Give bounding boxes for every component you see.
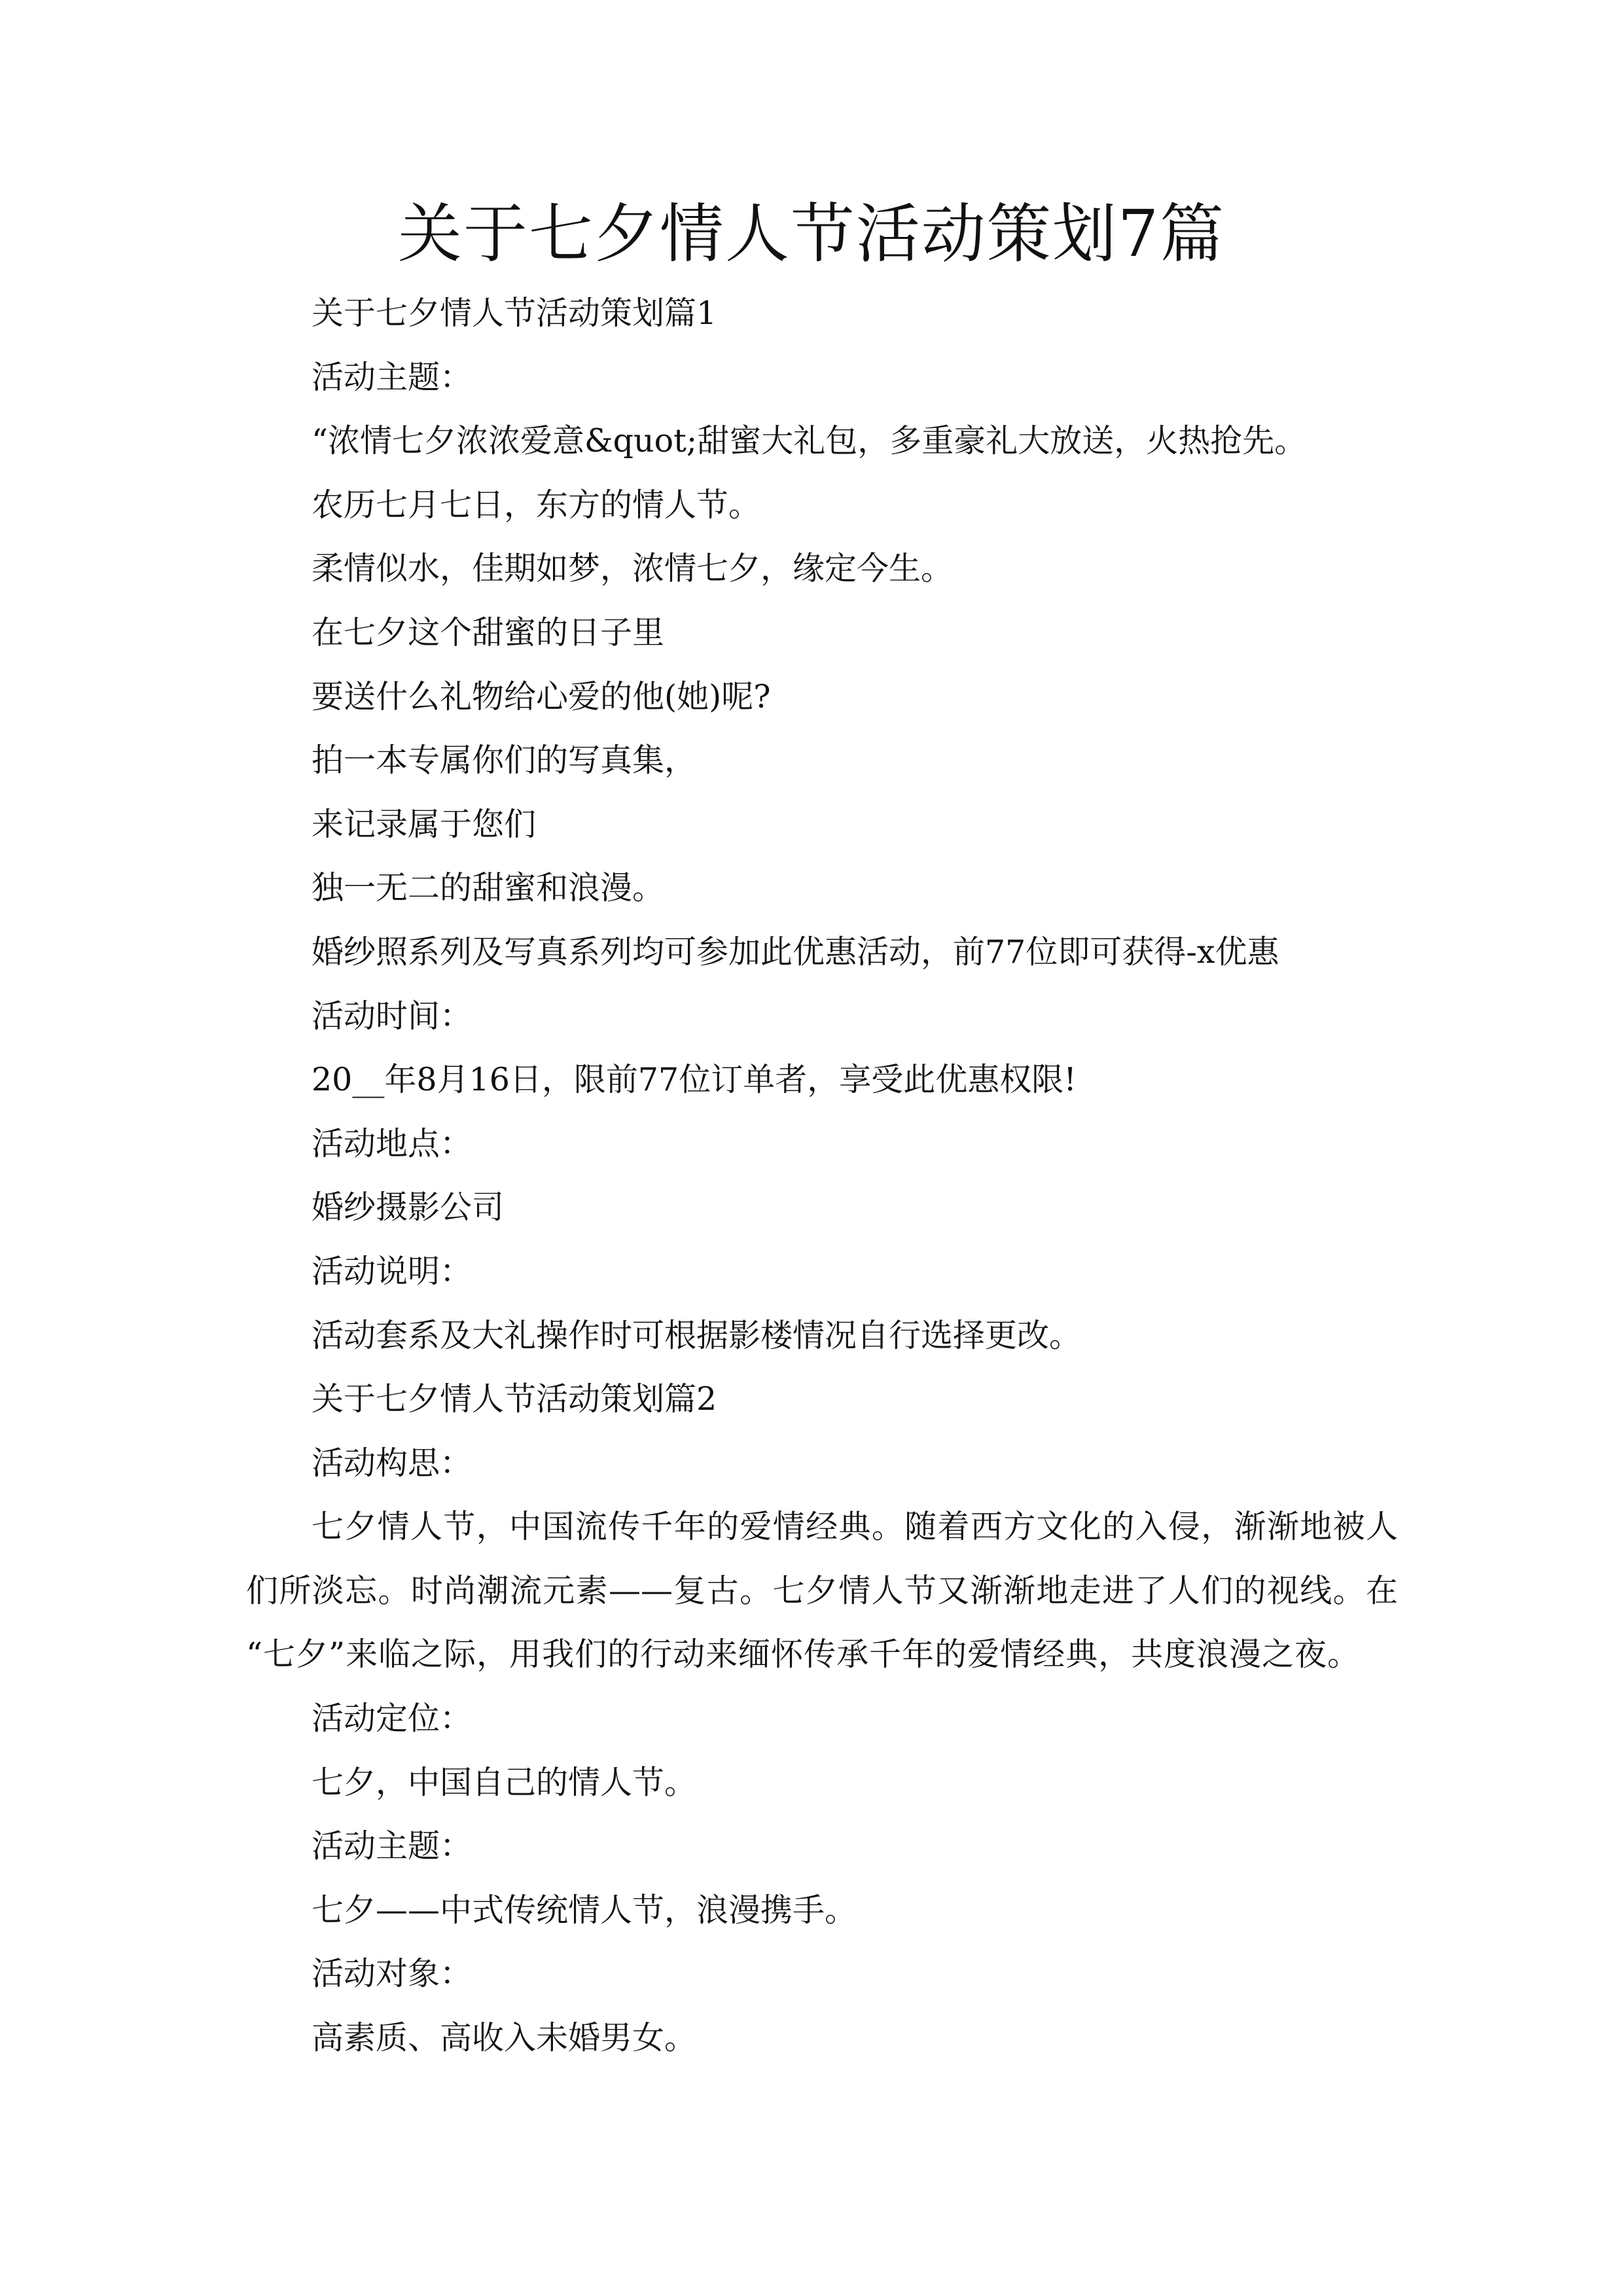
text-line: 要送什么礼物给心爱的他(她)呢? <box>312 677 771 715</box>
text-line: 活动时间： <box>312 997 473 1035</box>
text-line: 婚纱摄影公司 <box>312 1189 505 1227</box>
text-line: 活动构思： <box>312 1444 473 1482</box>
text-line: 来记录属于您们 <box>312 805 537 843</box>
document-title: 关于七夕情人节活动策划7篇 <box>397 197 1226 272</box>
text-line: 在七夕这个甜蜜的日子里 <box>312 613 665 651</box>
text-line: 活动主题： <box>312 1827 473 1865</box>
text-line: 婚纱照系列及写真系列均可参加此优惠活动，前77位即可获得-x优惠 <box>312 933 1279 971</box>
section-heading: 关于七夕情人节活动策划篇1 <box>312 295 717 332</box>
text-line: 柔情似水，佳期如梦，浓情七夕，缘定今生。 <box>312 550 954 588</box>
text-line: “浓情七夕浓浓爱意&quot;甜蜜大礼包，多重豪礼大放送，火热抢先。 <box>312 422 1307 460</box>
text-line: 农历七月七日，东方的情人节。 <box>312 486 761 524</box>
text-line: 活动对象： <box>312 1955 473 1993</box>
text-line: 活动定位： <box>312 1700 473 1738</box>
text-line: 活动主题： <box>312 358 473 396</box>
text-line: 活动说明： <box>312 1252 473 1290</box>
paragraph-line: “七夕”来临之际，用我们的行动来缅怀传承千年的爱情经典，共度浪漫之夜。 <box>246 1636 1361 1674</box>
text-line: 拍一本专属你们的写真集， <box>312 742 697 780</box>
document-body <box>246 281 1398 2070</box>
text-line: 七夕，中国自己的情人节。 <box>312 1763 697 1801</box>
text-line: 20__年8月16日，限前77位订单者，享受此优惠权限! <box>312 1061 1077 1099</box>
section-heading: 关于七夕情人节活动策划篇2 <box>312 1380 717 1418</box>
text-line: 七夕——中式传统情人节，浪漫携手。 <box>312 1891 857 1929</box>
text-line: 活动地点： <box>312 1124 473 1162</box>
paragraph-line: 七夕情人节，中国流传千年的爱情经典。随着西方文化的入侵，渐渐地被人 <box>312 1508 1398 1546</box>
paragraph-line: 们所淡忘。时尚潮流元素——复古。七夕情人节又渐渐地走进了人们的视线。在 <box>246 1571 1398 1609</box>
text-line: 高素质、高收入未婚男女。 <box>312 2019 697 2057</box>
text-line: 活动套系及大礼操作时可根据影楼情况自行选择更改。 <box>312 1316 1082 1354</box>
text-line: 独一无二的甜蜜和浪漫。 <box>312 869 665 907</box>
